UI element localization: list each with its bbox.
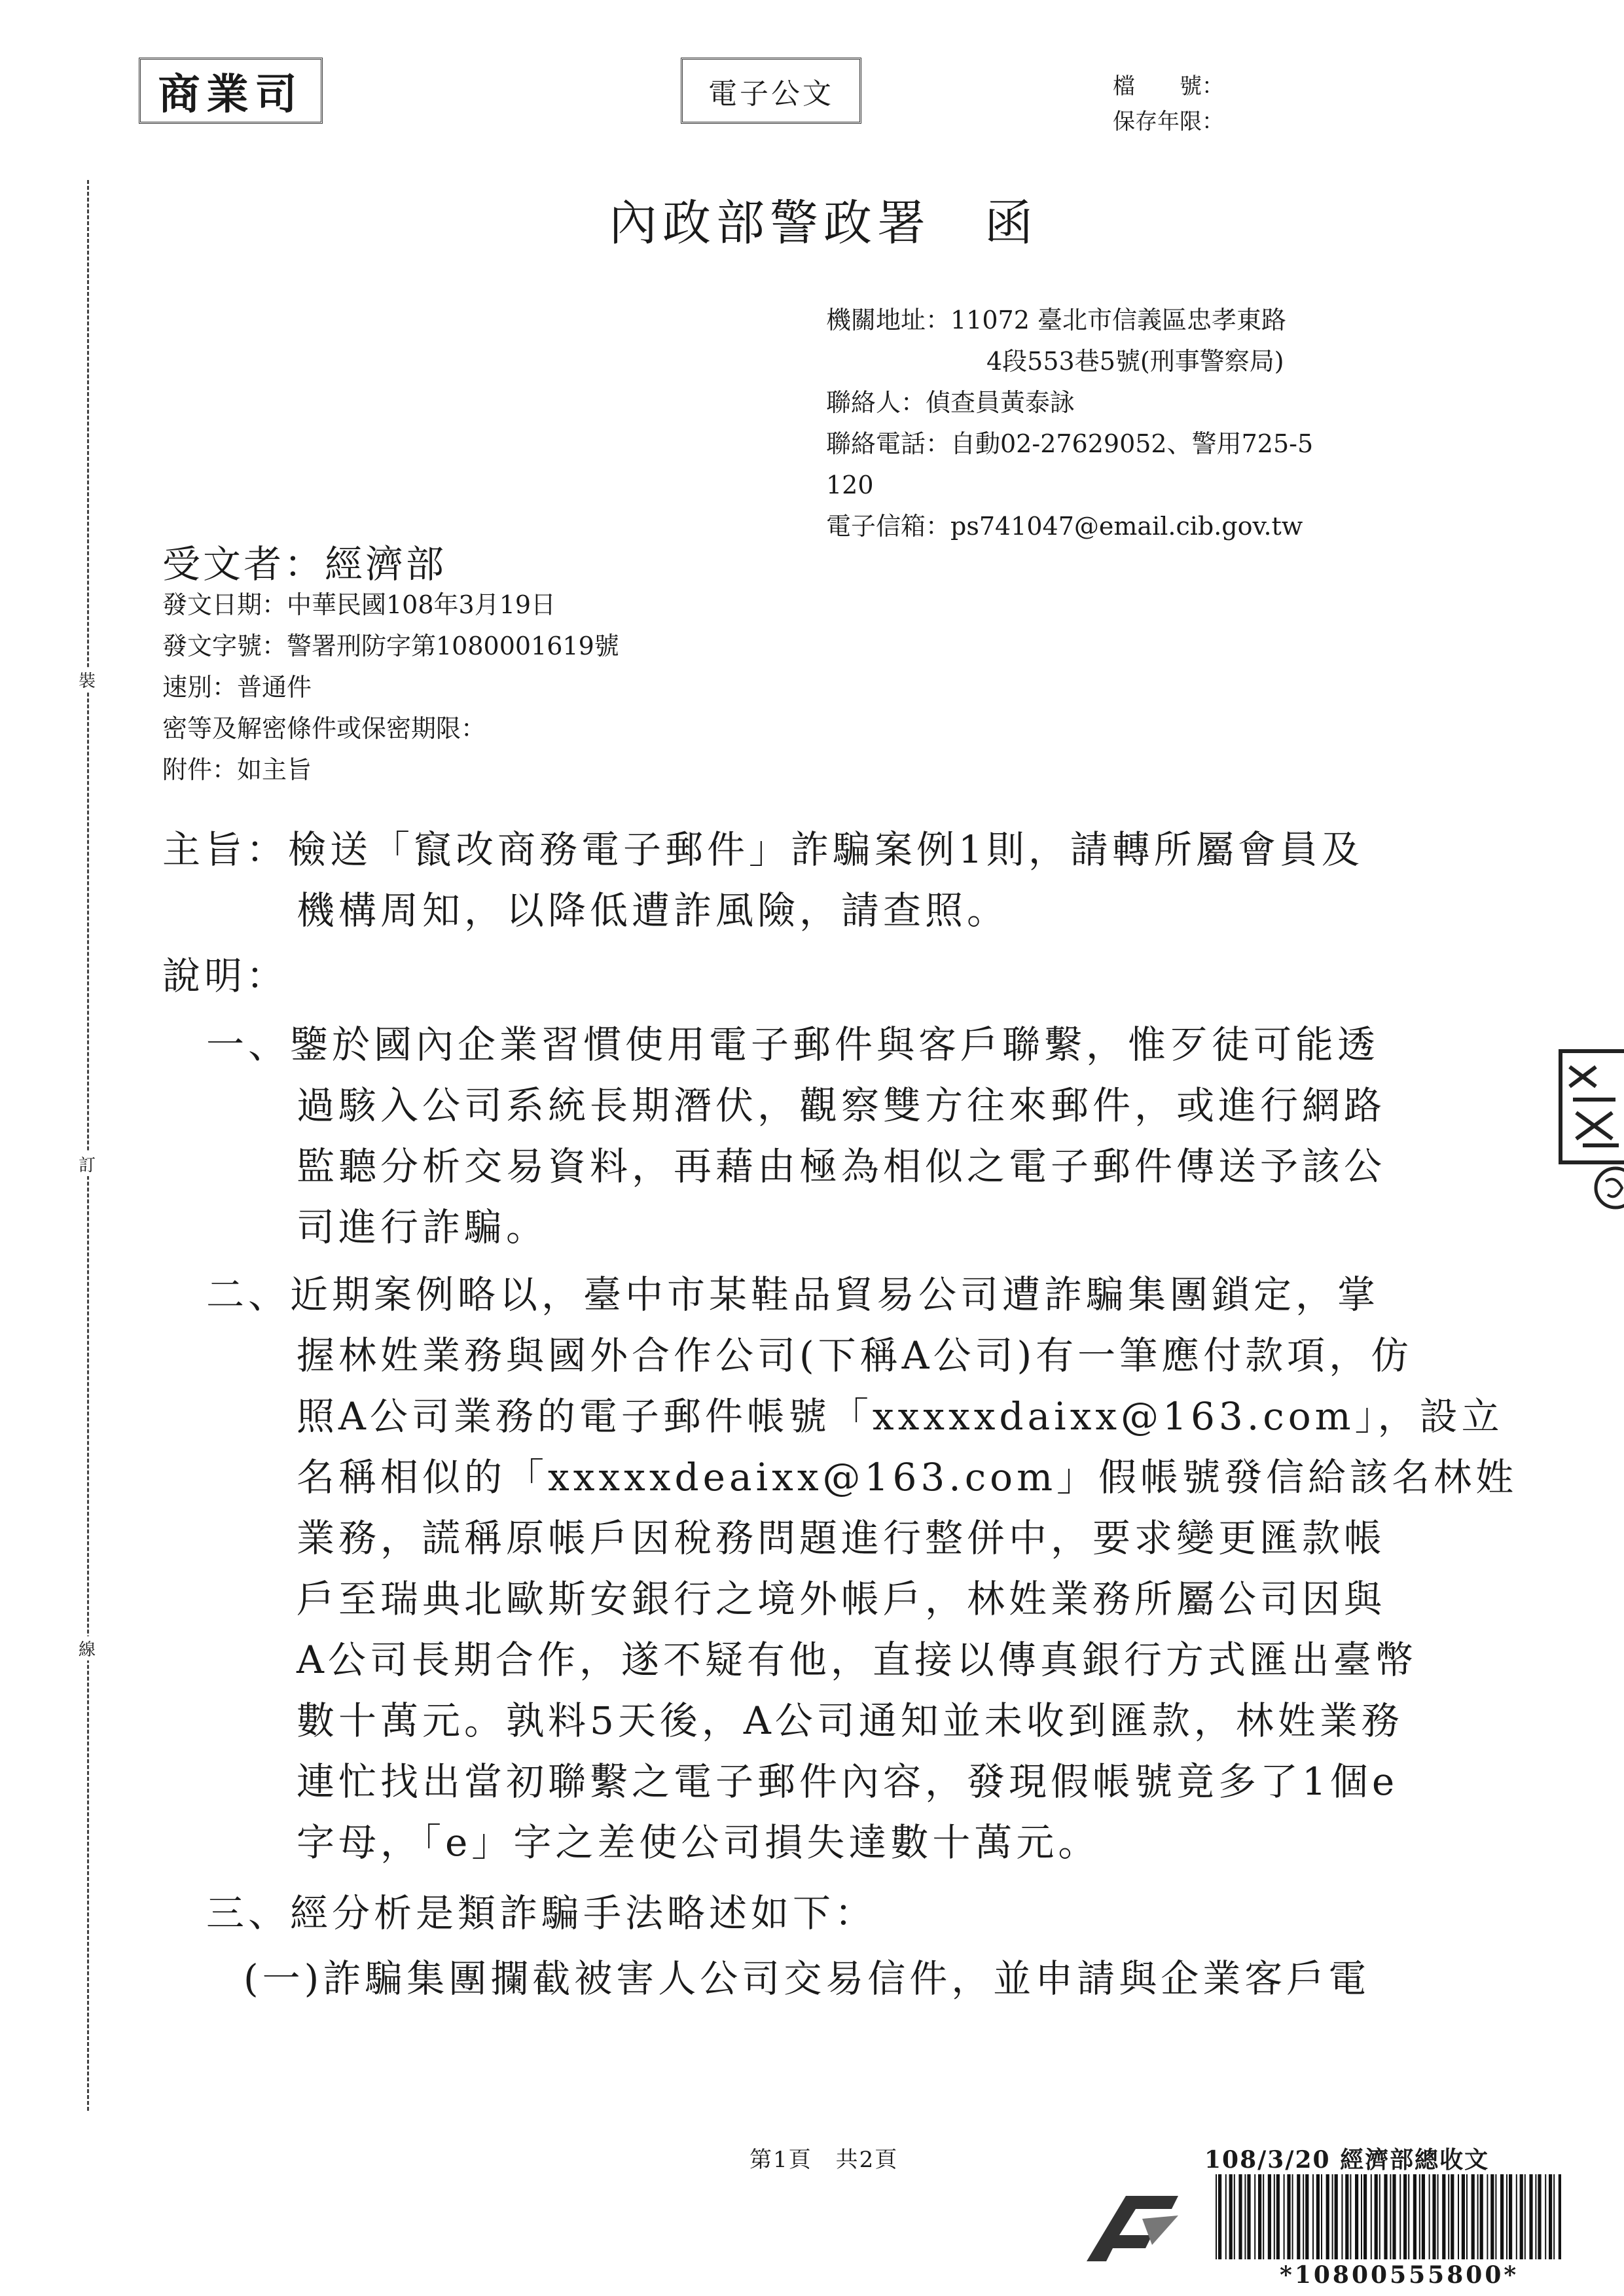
binding-mark-ding: 訂 xyxy=(77,1152,97,1176)
urgency: 速別：普通件 xyxy=(162,673,312,702)
retention-period-label: 保存年限： xyxy=(1113,109,1224,135)
binding-mark-zhuang: 裝 xyxy=(77,668,97,692)
received-stamp: 108/3/20 經濟部總收文 xyxy=(1204,2146,1490,2174)
contact-phone-cont: 120 xyxy=(826,471,874,499)
para2-line8: 數十萬元。孰料5天後，A公司通知並未收到匯款，林姓業務 xyxy=(297,1698,1403,1743)
para2-line4: 名稱相似的「xxxxxdeaixx@163.com」假帳號發信給該名林姓 xyxy=(297,1455,1518,1499)
electronic-document-label xyxy=(681,58,861,124)
contact-email: 電子信箱：ps741047@email.cib.gov.tw xyxy=(826,512,1303,541)
classification: 密等及解密條件或保密期限： xyxy=(162,714,486,743)
para2-line6: 戶至瑞典北歐斯安銀行之境外帳戶，林姓業務所屬公司因與 xyxy=(297,1577,1386,1621)
ministry-logo-icon xyxy=(1080,2183,1185,2268)
para1-line2: 過駭入公司系統長期潛伏，觀察雙方往來郵件，或進行網路 xyxy=(297,1083,1386,1128)
explanation-label: 說明： xyxy=(162,954,289,998)
agency-address-line2: 4段553巷5號(刑事警察局) xyxy=(986,347,1284,376)
attachment: 附件：如主旨 xyxy=(162,755,312,784)
para1-line4: 司進行詐騙。 xyxy=(297,1205,549,1249)
electronic-document-text: 電子公文 xyxy=(708,77,834,111)
para2-line2: 握林姓業務與國外合作公司(下稱A公司)有一筆應付款項，仿 xyxy=(297,1333,1413,1378)
para1-line1: 一、鑒於國內企業習慣使用電子郵件與客戶聯繫，惟歹徒可能透 xyxy=(206,1022,1380,1067)
para2-line5: 業務，謊稱原帳戶因稅務問題進行整併中，要求變更匯款帳 xyxy=(297,1516,1386,1560)
para3-line1: 三、經分析是類詐騙手法略述如下： xyxy=(206,1891,877,1935)
subject-line2: 機構周知，以降低遭詐風險，請查照。 xyxy=(297,888,1009,933)
official-seal-fragment xyxy=(1557,1047,1624,1211)
barcode-number: *10800555800* xyxy=(1280,2261,1519,2289)
document-title: 內政部警政署 函 xyxy=(609,195,1038,251)
recipient: 受文者：經濟部 xyxy=(162,542,447,586)
file-number-label: 檔 號： xyxy=(1113,73,1224,99)
binding-mark-xian: 線 xyxy=(77,1636,97,1660)
agency-address-line1: 機關地址：11072 臺北市信義區忠孝東路 xyxy=(826,306,1286,334)
para2-line10: 字母，「e」字之差使公司損失達數十萬元。 xyxy=(297,1820,1100,1865)
department-stamp-text: 商業司 xyxy=(158,69,304,119)
para2-line1: 二、近期案例略以，臺中市某鞋品貿易公司遭詐騙集團鎖定，掌 xyxy=(206,1272,1380,1317)
department-stamp xyxy=(139,58,323,124)
para2-line7: A公司長期合作，遂不疑有他，直接以傳真銀行方式匯出臺幣 xyxy=(297,1638,1417,1682)
barcode xyxy=(1214,2174,1561,2259)
contact-phone: 聯絡電話：自動02-27629052、警用725-5 xyxy=(826,429,1314,458)
issue-date: 發文日期：中華民國108年3月19日 xyxy=(162,590,556,619)
para2-line9: 連忙找出當初聯繫之電子郵件內容，發現假帳號竟多了1個e xyxy=(297,1759,1399,1804)
document-number: 發文字號：警署刑防字第1080001619號 xyxy=(162,632,619,660)
page-number: 第1頁 共2頁 xyxy=(749,2147,899,2173)
para1-line3: 監聽分析交易資料，再藉由極為相似之電子郵件傳送予該公 xyxy=(297,1144,1386,1189)
subject-line1: 主旨：檢送「竄改商務電子郵件」詐騙案例1則，請轉所屬會員及 xyxy=(162,827,1363,872)
para3-item1: (一)詐騙集團攔截被害人公司交易信件，並申請與企業客戶電 xyxy=(244,1956,1371,2001)
para2-line3: 照A公司業務的電子郵件帳號「xxxxxdaixx@163.com」，設立 xyxy=(297,1394,1504,1439)
contact-person: 聯絡人：偵查員黃泰詠 xyxy=(826,388,1075,417)
binding-line xyxy=(87,180,89,2111)
